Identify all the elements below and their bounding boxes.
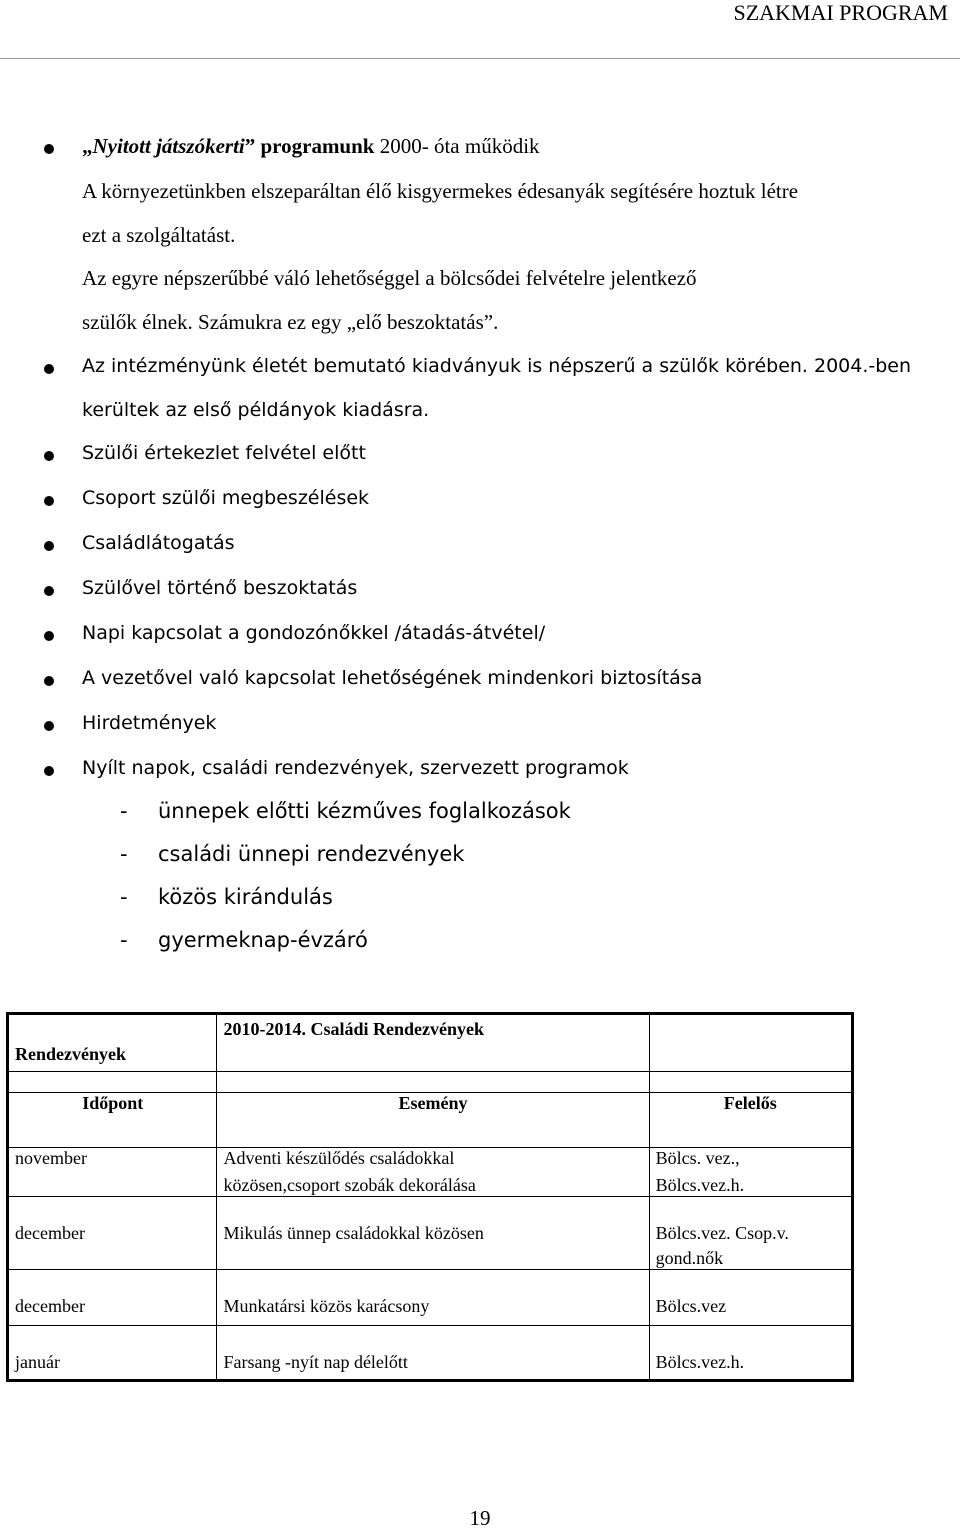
table-row: [8, 1148, 853, 1197]
cell-event: Adventi készülődés családokkal közösen,csoport szobák dekorálása: [217, 1148, 649, 1197]
bullet-item: [0, 574, 960, 618]
bullet-icon: [44, 451, 54, 461]
bullet-text: Hirdetmények: [82, 712, 217, 734]
cell-responsible: Bölcs.vez. Csop.v. gond.nők: [649, 1197, 852, 1270]
cell-responsible: Bölcs.vez: [649, 1270, 852, 1326]
bullet-icon: [44, 721, 54, 731]
playground-line-4: Az egyre népszerűbbé váló lehetőséggel a bölcsődei felvételre jelentkező: [82, 266, 697, 290]
cell-time: december: [8, 1270, 217, 1326]
table-row: [8, 1326, 853, 1381]
bullet-text: Napi kapcsolat a gondozónőkkel /átadás-átvétel/: [82, 622, 546, 644]
table-header-row: [8, 1093, 853, 1148]
bullet-text: A vezetővel való kapcsolat lehetőségének mindenkori biztosítása: [82, 667, 703, 689]
bullet-icon: [44, 541, 54, 551]
dash-marker: -: [120, 885, 128, 909]
table-title: 2010-2014. Családi Rendezvények: [217, 1014, 649, 1072]
events-table: [6, 1012, 854, 1382]
cell-responsible: Bölcs. vez., Bölcs.vez.h.: [649, 1148, 852, 1197]
publication-line-1: Az intézményünk életét bemutató kiadványuk is népszerű a szülők körében. 2004.-ben: [82, 355, 912, 377]
publication-line-2: kerültek az első példányok kiadásra.: [82, 399, 430, 421]
sub-item: ünnepek előtti kézműves foglalkozások: [158, 799, 571, 823]
cell-time: december: [8, 1197, 217, 1270]
bullet-text: Családlátogatás: [82, 532, 235, 554]
table-label: Rendezvények: [8, 1014, 217, 1072]
table-row: [8, 1197, 853, 1270]
bullet-item-playground: [0, 132, 960, 176]
column-header-time: Időpont: [8, 1093, 217, 1148]
bullet-item-publication: [0, 352, 960, 396]
page-number: 19: [469, 1506, 491, 1530]
bullet-item: [0, 709, 960, 753]
column-header-responsible: Felelős: [649, 1093, 852, 1148]
dash-marker: -: [120, 928, 128, 952]
cell-event: Farsang -nyít nap délelőtt: [217, 1326, 649, 1381]
playground-line-3: ezt a szolgáltatást.: [82, 223, 236, 247]
playground-line-5: szülők élnek. Számukra ez egy „elő beszoktatás”.: [82, 310, 499, 334]
table-title-empty: [649, 1014, 852, 1072]
column-header-event: Esemény: [217, 1093, 649, 1148]
table-title-row: [8, 1014, 853, 1072]
bullet-item: [0, 484, 960, 528]
bullet-text: Nyílt napok, családi rendezvények, szervezett programok: [82, 757, 629, 779]
header-rule: [0, 58, 960, 59]
bullet-item: [0, 529, 960, 573]
sub-item: gyermeknap-évzáró: [158, 928, 368, 952]
dash-marker: -: [120, 799, 128, 823]
bullet-icon: [44, 364, 54, 374]
bullet-item: [0, 619, 960, 663]
running-header: SZAKMAI PROGRAM: [733, 0, 948, 25]
bullet-item: [0, 439, 960, 483]
bullet-icon: [44, 586, 54, 596]
bullet-icon: [44, 631, 54, 641]
sub-item: közös kirándulás: [158, 885, 333, 909]
bullet-text: Szülői értekezlet felvétel előtt: [82, 442, 366, 464]
table-row: [8, 1270, 853, 1326]
bullet-item: [0, 664, 960, 708]
cell-time: január: [8, 1326, 217, 1381]
dash-marker: -: [120, 842, 128, 866]
playground-title: „Nyitott játszókerti” programunk 2000- óta működik: [82, 134, 540, 158]
cell-event: Munkatársi közös karácsony: [217, 1270, 649, 1326]
cell-responsible: Bölcs.vez.h.: [649, 1326, 852, 1381]
bullet-icon: [44, 676, 54, 686]
cell-event: Mikulás ünnep családokkal közösen: [217, 1197, 649, 1270]
sub-item: családi ünnepi rendezvények: [158, 842, 465, 866]
cell-time: november: [8, 1148, 217, 1197]
table-gap-row: [8, 1072, 853, 1093]
playground-line-2: A környezetünkben elszeparáltan élő kisgyermekes édesanyák segítésére hoztuk létre: [82, 179, 799, 203]
bullet-icon: [44, 766, 54, 776]
bullet-item: [0, 754, 960, 798]
bullet-icon: [44, 144, 54, 154]
bullet-icon: [44, 496, 54, 506]
bullet-text: Szülővel történő beszoktatás: [82, 577, 358, 599]
bullet-text: Csoport szülői megbeszélések: [82, 487, 370, 509]
